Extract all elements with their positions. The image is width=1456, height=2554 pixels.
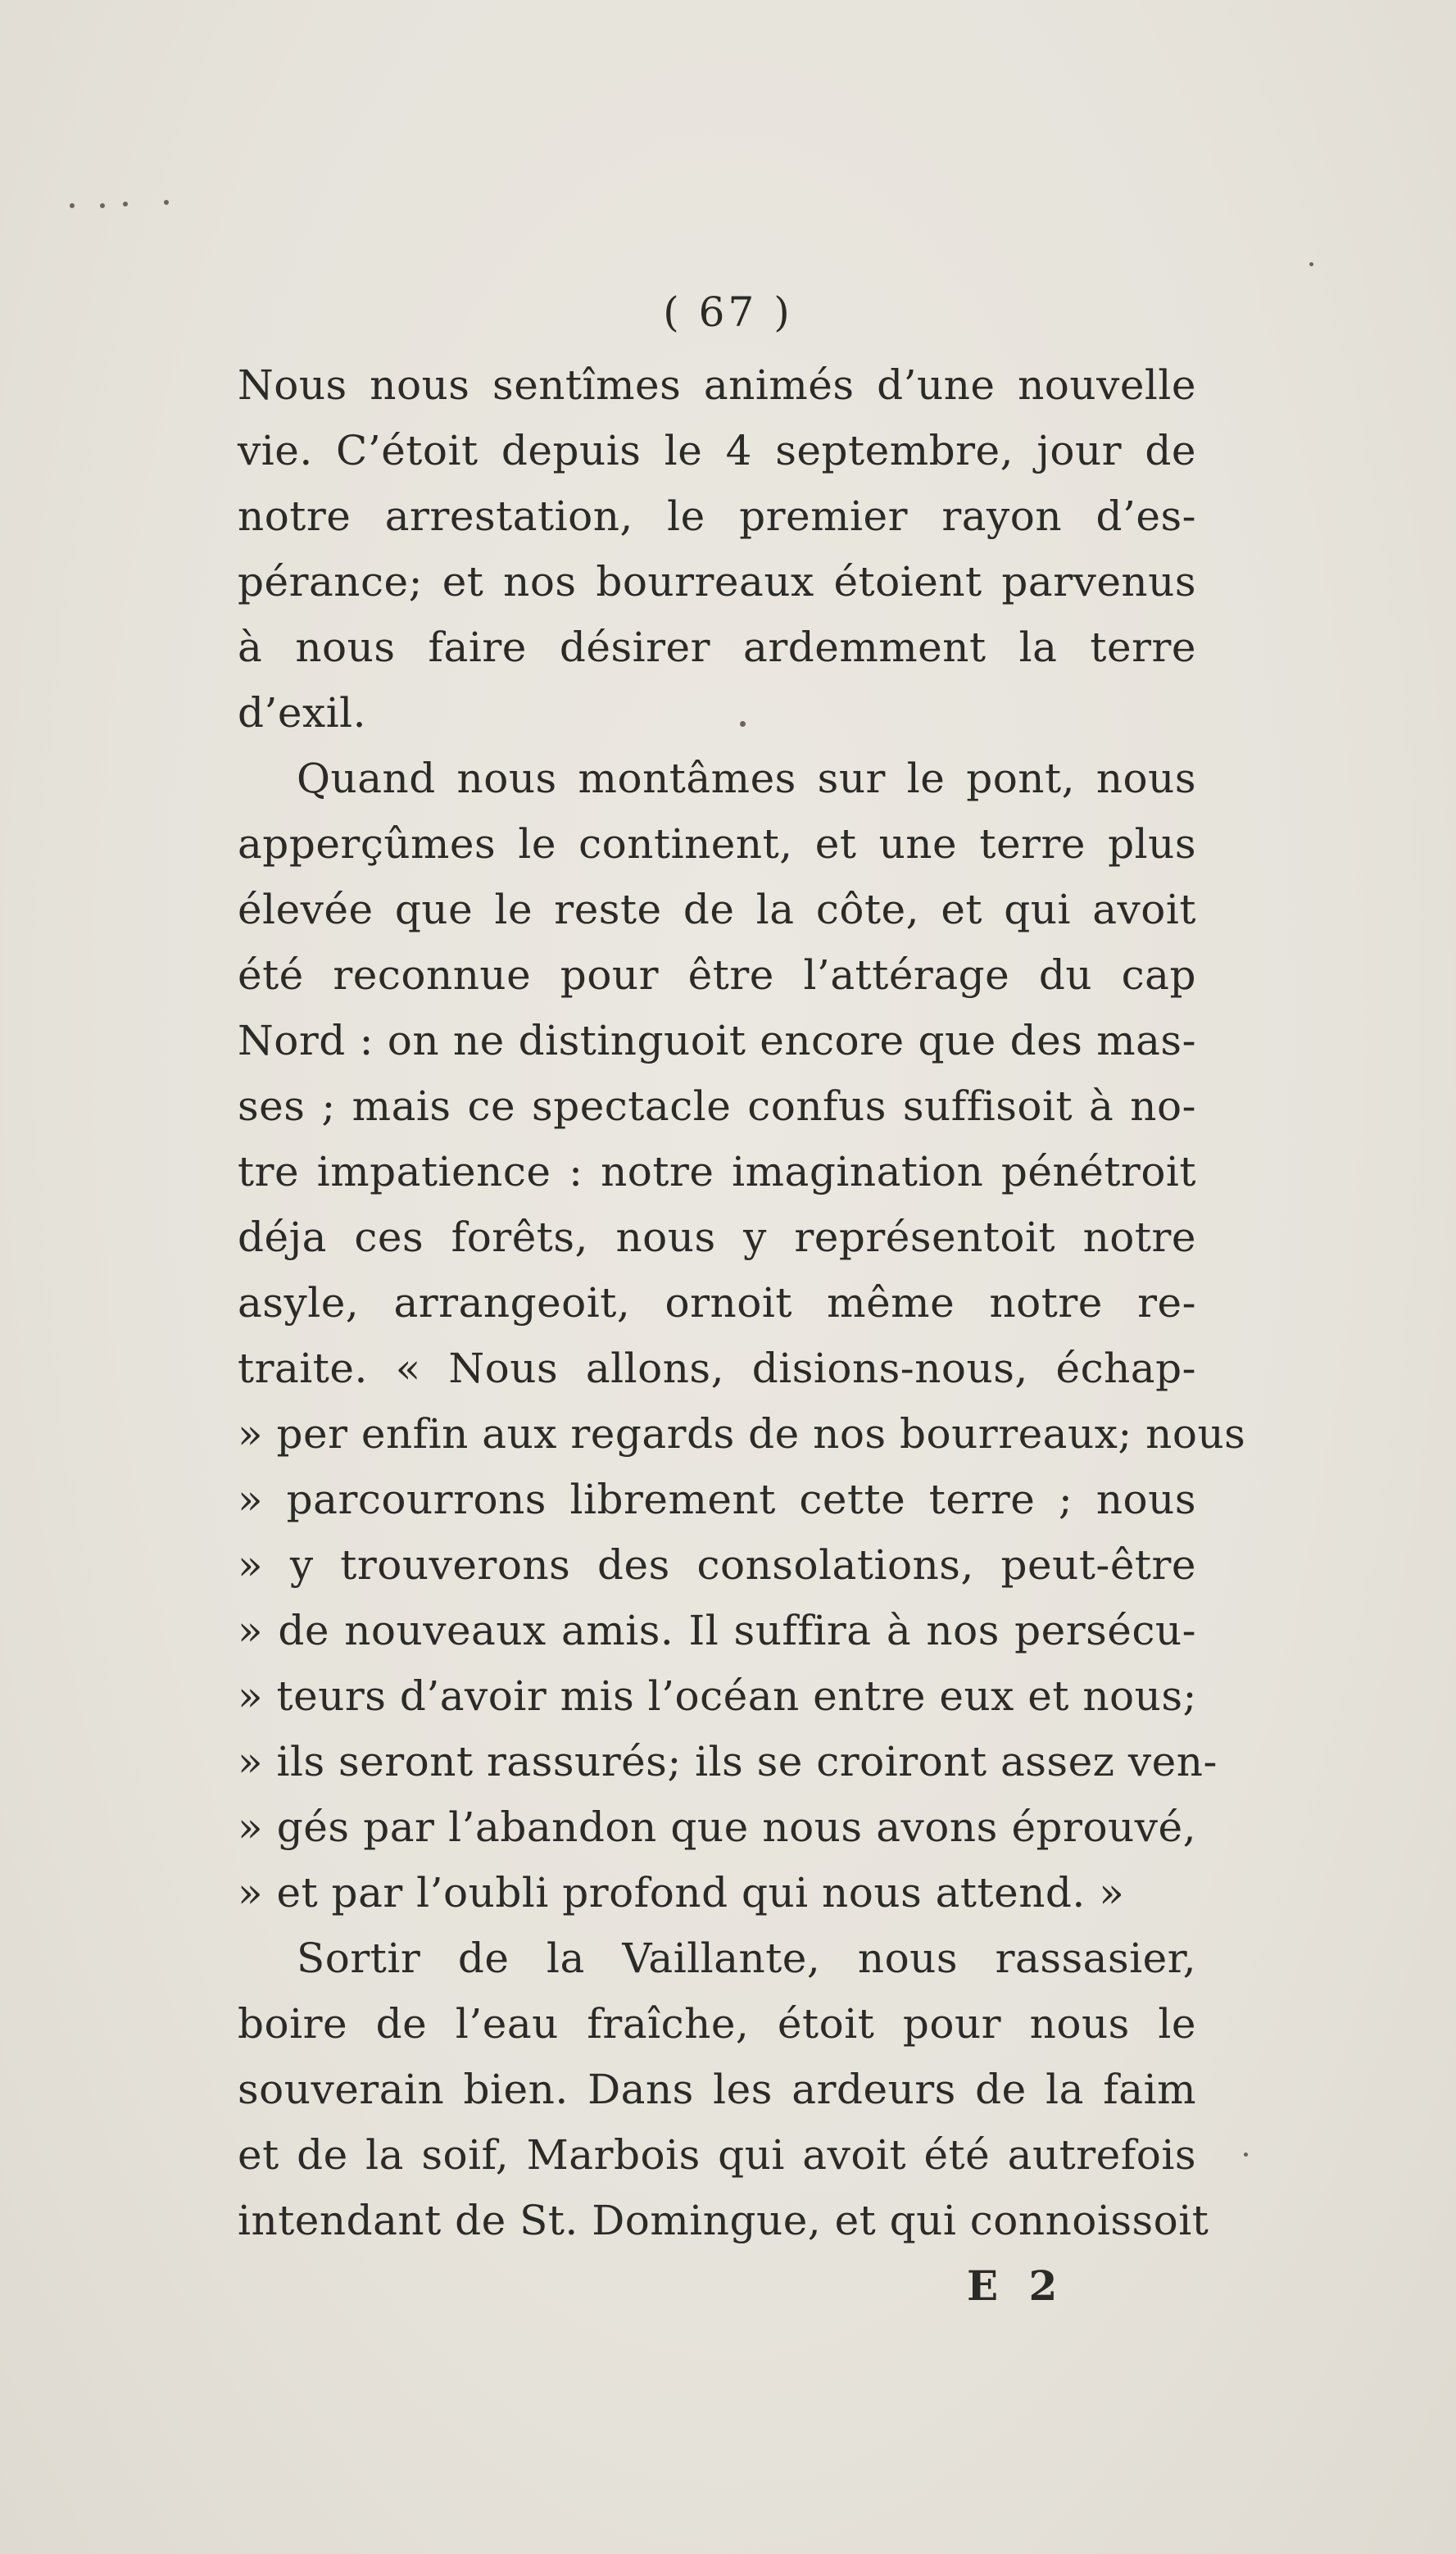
paper-speck: [164, 200, 169, 205]
text-line: » per enfin aux regards de nos bourreaux; nous: [238, 1410, 1246, 1458]
text-line: pérance; et nos bourreaux étoient parvenus: [238, 558, 1196, 606]
text-line: asyle, arrangeoit, ornoit même notre re-: [238, 1279, 1196, 1327]
paper-speck: [1309, 262, 1313, 266]
text-line: Quand nous montâmes sur le pont, nous: [297, 755, 1196, 802]
text-line: traite. « Nous allons, disions-nous, échap-: [238, 1345, 1196, 1392]
text-line: souverain bien. Dans les ardeurs de la faim: [238, 2066, 1196, 2113]
text-line: apperçûmes le continent, et une terre plus: [238, 820, 1196, 868]
paper-speck: [70, 203, 75, 208]
paper-speck: [100, 203, 105, 208]
body-text: [238, 352, 1246, 2253]
text-line: et de la soif, Marbois qui avoit été autrefois: [238, 2131, 1196, 2179]
text-line: » teurs d’avoir mis l’océan entre eux et nous;: [238, 1672, 1197, 1720]
text-line: à nous faire désirer ardemment la terre: [238, 624, 1196, 671]
text-line: élevée que le reste de la côte, et qui avoit: [238, 886, 1196, 933]
text-line: été reconnue pour être l’attérage du cap: [238, 951, 1196, 999]
text-line: Sortir de la Vaillante, nous rassasier,: [297, 1935, 1196, 1982]
signature-mark: E 2: [967, 2261, 1066, 2310]
text-line: » de nouveaux amis. Il suffira à nos persécu-: [238, 1607, 1196, 1654]
text-line: notre arrestation, le premier rayon d’es-: [238, 492, 1196, 540]
text-line: tre impatience : notre imagination pénétroit: [238, 1148, 1196, 1195]
text-line: Nord : on ne distinguoit encore que des mas-: [238, 1017, 1196, 1064]
text-line: » parcourrons librement cette terre ; nous: [238, 1476, 1196, 1523]
text-line: déja ces forêts, nous y représentoit notre: [238, 1213, 1196, 1261]
text-line: intendant de St. Domingue, et qui connoissoit: [238, 2197, 1209, 2244]
paper-speck: [123, 202, 128, 206]
text-line: ses ; mais ce spectacle confus suffisoit à no-: [238, 1082, 1196, 1130]
page-number: ( 67 ): [663, 288, 793, 336]
paper-speck: [1244, 2153, 1248, 2157]
text-line: » ils seront rassurés; ils se croiront assez ven-: [238, 1738, 1218, 1785]
text-line: d’exil.: [238, 689, 367, 737]
text-line: Nous nous sentîmes animés d’une nouvelle: [238, 361, 1196, 409]
text-line: vie. C’étoit depuis le 4 septembre, jour de: [238, 427, 1196, 474]
text-line: boire de l’eau fraîche, étoit pour nous le: [238, 2000, 1196, 2048]
text-line: » et par l’oubli profond qui nous attend. »: [238, 1869, 1125, 1917]
text-line: » y trouverons des consolations, peut-être: [238, 1541, 1196, 1589]
text-line: » gés par l’abandon que nous avons éprouvé,: [238, 1803, 1196, 1851]
